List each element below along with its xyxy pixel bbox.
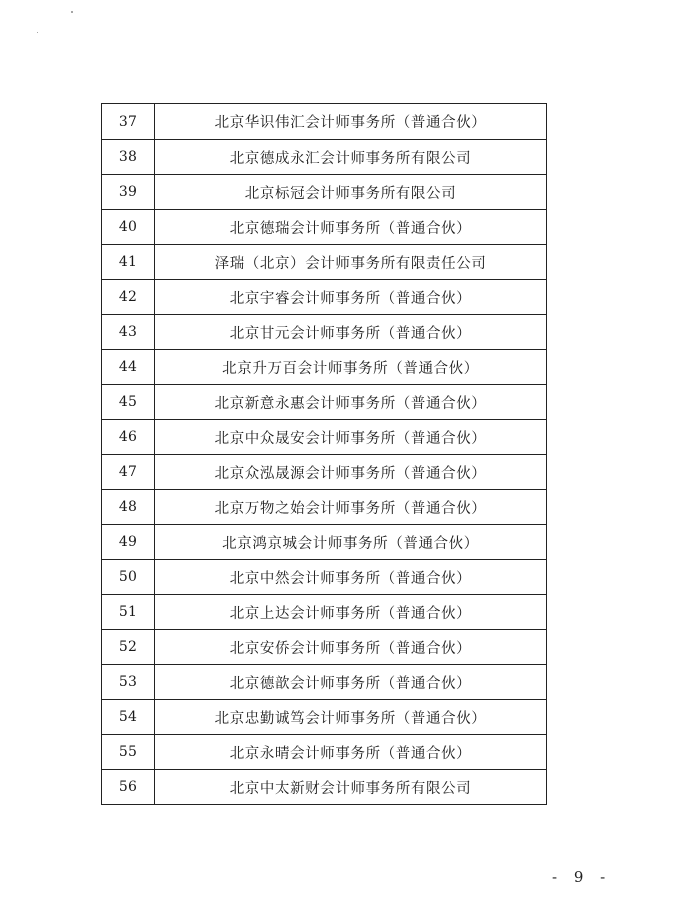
table-row [102, 420, 546, 455]
row-number: 40 [102, 210, 155, 244]
row-number: 53 [102, 665, 155, 699]
table-row [102, 315, 546, 350]
row-number: 43 [102, 315, 155, 349]
firm-name: 泽瑞（北京）会计师事务所有限责任公司 [214, 255, 487, 272]
table-row [102, 700, 546, 735]
table-row [102, 770, 546, 805]
firm-name: 北京永晴会计师事务所（普通合伙） [229, 745, 472, 762]
firm-name: 北京华识伟汇会计师事务所（普通合伙） [214, 115, 487, 131]
firm-name: 北京甘元会计师事务所（普通合伙） [229, 325, 472, 342]
firm-name: 北京德歆会计师事务所（普通合伙） [229, 675, 472, 692]
table-row [102, 350, 546, 385]
row-number: 39 [102, 175, 155, 209]
firm-name: 北京安侨会计师事务所（普通合伙） [229, 640, 472, 657]
firm-name: 北京中众晟安会计师事务所（普通合伙） [214, 430, 487, 447]
row-number: 50 [102, 560, 155, 594]
table-row [102, 385, 546, 420]
firm-name: 北京升万百会计师事务所（普通合伙） [222, 360, 479, 377]
table-row [102, 735, 546, 770]
row-number: 44 [102, 350, 155, 384]
row-number: 56 [102, 770, 155, 804]
firm-name: 北京新意永惠会计师事务所（普通合伙） [214, 395, 487, 412]
row-number: 47 [102, 455, 155, 489]
firm-list-table [101, 103, 547, 805]
scan-speck [71, 11, 73, 13]
row-number: 37 [102, 104, 155, 139]
firm-name: 北京鸿京城会计师事务所（普通合伙） [222, 535, 479, 552]
firm-name: 北京万物之始会计师事务所（普通合伙） [214, 500, 487, 517]
firm-name: 北京中太新财会计师事务所有限公司 [229, 780, 472, 797]
page-number: - 9 - [552, 868, 612, 886]
firm-name: 北京德成永汇会计师事务所有限公司 [229, 150, 472, 167]
table-row [102, 175, 546, 210]
firm-name: 北京标冠会计师事务所有限公司 [244, 185, 457, 202]
table-row [102, 455, 546, 490]
firm-name: 北京中然会计师事务所（普通合伙） [229, 570, 472, 587]
table-row [102, 665, 546, 700]
table-row [102, 560, 546, 595]
row-number: 45 [102, 385, 155, 419]
row-number: 42 [102, 280, 155, 314]
table-row [102, 280, 546, 315]
table-row [102, 525, 546, 560]
row-number: 55 [102, 735, 155, 769]
row-number: 52 [102, 630, 155, 664]
table-row [102, 630, 546, 665]
table-row [102, 140, 546, 175]
row-number: 48 [102, 490, 155, 524]
row-number: 41 [102, 245, 155, 279]
row-number: 46 [102, 420, 155, 454]
row-number: 54 [102, 700, 155, 734]
firm-name: 北京上达会计师事务所（普通合伙） [229, 605, 472, 622]
table-row [102, 104, 546, 140]
table-row [102, 595, 546, 630]
firm-name: 北京众泓晟源会计师事务所（普通合伙） [214, 465, 487, 482]
firm-name: 北京宇睿会计师事务所（普通合伙） [229, 290, 472, 307]
row-number: 51 [102, 595, 155, 629]
row-number: 49 [102, 525, 155, 559]
table-row [102, 490, 546, 525]
scan-speck [37, 32, 38, 33]
table-row [102, 245, 546, 280]
row-number: 38 [102, 140, 155, 174]
firm-name: 北京忠勤诚笃会计师事务所（普通合伙） [214, 710, 487, 727]
firm-name: 北京德瑞会计师事务所（普通合伙） [229, 220, 472, 237]
table-row [102, 210, 546, 245]
